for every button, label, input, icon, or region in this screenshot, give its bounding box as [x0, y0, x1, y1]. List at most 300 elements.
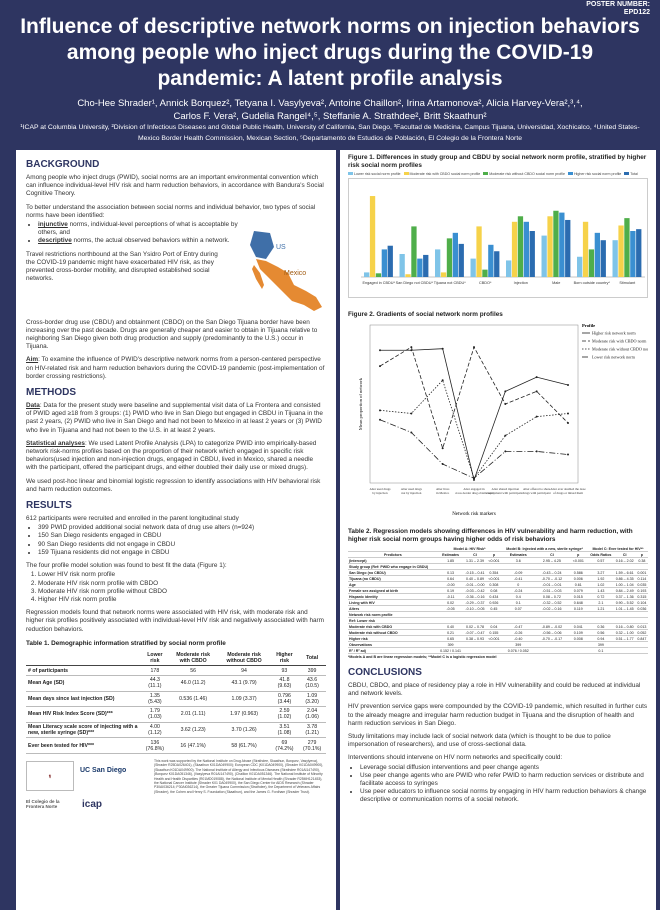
fig2-legend-label: Higher risk network norm: [592, 330, 636, 336]
table-cell: Mean days since last injection (SD): [26, 691, 141, 707]
t1-col-header: [26, 651, 141, 666]
table-cell: 0.86 – 4.35: [614, 576, 636, 582]
fig2-series-line: [380, 347, 568, 448]
table-cell: 2.1: [588, 600, 614, 606]
footer-logos: [26, 759, 326, 829]
fig1-bar: [482, 270, 487, 277]
fig1-x-tick-label: CBDO*: [479, 281, 492, 285]
table-cell: 1.59 – 6.61: [614, 570, 636, 576]
fig1-x-tick-label: Stimulant: [619, 281, 636, 285]
stats-label: Statistical analyses: [26, 439, 85, 447]
table-cell: [535, 648, 568, 654]
table-cell: -0.70 – -0.12: [535, 576, 568, 582]
fig2-chart: [348, 319, 648, 519]
fig2-x-axis-label: Network risk markers: [452, 512, 496, 517]
table-cell: [487, 648, 501, 654]
fig1-x-tick-label: Injection: [513, 281, 528, 285]
data-label: Data: [26, 402, 40, 410]
table-cell: 41.8 (9.63): [271, 675, 299, 691]
table-cell: [636, 648, 648, 654]
table-cell: 3.6: [501, 558, 535, 564]
table-cell: 0.40: [438, 624, 463, 630]
fig1-bar: [524, 222, 529, 277]
fig2-point: [410, 431, 412, 433]
fig1-bar: [542, 236, 547, 277]
table-cell: 279 (70.1%): [298, 738, 326, 754]
fig2-point: [410, 346, 412, 348]
fig1-bar: [630, 231, 635, 277]
table-cell: 0.61: [569, 582, 588, 588]
table-cell: 0.586: [569, 570, 588, 576]
profile-item: 4. Higher HIV risk norm profile: [38, 596, 326, 604]
methods-heading: METHODS: [26, 387, 76, 399]
fig1-x-tick-label: San Diego not CBDU*: [395, 281, 433, 285]
table-cell: (Intercept): [348, 558, 438, 564]
table-cell: 69 (74.2%): [271, 738, 299, 754]
table-cell: 399: [588, 642, 614, 648]
table-cell: -0.01 – 0.01: [535, 582, 568, 588]
fig2-series-line: [380, 349, 568, 480]
table-cell: 0.02 – 0.78: [463, 624, 486, 630]
fig1-bar: [370, 196, 375, 277]
fig2-x-tick-label: Alter used drugs not by injection: [400, 487, 422, 495]
fig2-point: [473, 346, 475, 348]
table-cell: 56: [169, 666, 218, 676]
fig2-point: [567, 412, 569, 414]
table-cell: 0.308: [487, 582, 501, 588]
results-p1: 612 participants were recruited and enrolled in the parent longitudinal study: [26, 515, 239, 523]
fig2-x-tick-label: Alter shared injection equipment with participant: [488, 487, 523, 495]
results-p2: The four profile model solution was found to best fit the data (Figure 1):: [26, 562, 227, 570]
table-cell: -0.70 – -0.17: [535, 636, 568, 642]
table-cell: 3.27: [588, 570, 614, 576]
table-cell: 0.041: [569, 624, 588, 630]
table-cell: 0.37 – 1.36: [614, 594, 636, 600]
fig1-chart: [348, 178, 648, 298]
table-cell: 3.51 (1.08): [271, 722, 299, 738]
table-cell: 0.076 / 0.052: [501, 648, 535, 654]
table-cell: 3.62 (1.23): [169, 722, 218, 738]
table-row: [26, 691, 326, 707]
fig1-bar: [565, 220, 570, 277]
table-cell: 46.0 (11.2): [169, 675, 218, 691]
fig2-point: [504, 390, 506, 392]
table-cell: 0.434: [487, 594, 501, 600]
fig1-bar: [624, 218, 629, 277]
table-cell: 0.40 – 0.89: [463, 576, 486, 582]
table2-footnote: *Models A and B are linear regression models; **Model C is a logistic regression model: [348, 655, 497, 659]
table-cell: 0.38 – 0.93: [463, 636, 486, 642]
injunctive-term: injunctive: [38, 221, 68, 229]
table-cell: -0.89 – -0.02: [535, 624, 568, 630]
fig2-point: [504, 403, 506, 405]
fig2-point: [442, 447, 444, 449]
t2-model-a: Model A: HIV Risk*: [438, 546, 501, 552]
table-cell: 0.104: [637, 600, 647, 605]
table-cell: 0.001: [637, 570, 647, 575]
ucsd-logo: UC San Diego: [80, 766, 127, 774]
descriptive-def: norms, the actual observed behaviors within a network.: [71, 237, 230, 245]
descriptive-term: descriptive: [38, 237, 72, 245]
t2-col-header: Predictors: [348, 552, 438, 558]
fig2-point: [379, 409, 381, 411]
results-bullet: • 399 PWID provided additional social network data of drug use alters (n=924): [38, 524, 326, 532]
table-cell: -0.47: [501, 624, 535, 630]
t2-col-header: CI: [463, 552, 486, 558]
table-cell: -0.02 – 0.16: [535, 606, 568, 612]
t1-col-header: Moderate risk with CBDO: [169, 651, 218, 666]
fig1-legend-item: Total: [624, 172, 638, 176]
table-cell: 0.008: [569, 636, 588, 642]
table-cell: Mean HIV Risk Index Score (SD)***: [26, 707, 141, 723]
table-cell: -0.03 – 0.42: [463, 588, 486, 594]
table-cell: -0.01 – 0.00: [463, 582, 486, 588]
table-cell: 16 (47.1%): [169, 738, 218, 754]
table-cell: <0.001: [569, 558, 588, 564]
table2-title: Table 2. Regression models showing differences in HIV vulnerability and harm reduction, with higher risk social norm groups having higher odds of risk behaviors: [348, 528, 633, 543]
conclusions-heading: CONCLUSIONS: [348, 667, 422, 678]
table-cell: 0.796 (3.44): [271, 691, 299, 707]
table-cell: 1.01 – 1.45: [614, 606, 636, 612]
fig1-x-tick-label: Tijuana not CBDU*: [433, 281, 466, 285]
fig1-bar: [518, 216, 523, 277]
table-cell: 1.09 (3.37): [217, 691, 270, 707]
fig2-point: [536, 450, 538, 452]
fig2-x-tick-label: Alter lives in Mexico: [435, 487, 450, 495]
table-cell: 1.21: [588, 606, 614, 612]
fig2-x-tick-label: Alter used drugs by injection: [369, 487, 391, 495]
methods-data: [26, 402, 326, 435]
table2: [348, 546, 648, 654]
table-cell: 58 (61.7%): [217, 738, 270, 754]
fig1-bar: [411, 226, 416, 277]
aim-paragraph: [26, 356, 326, 381]
table-cell: 0.38: [636, 558, 648, 564]
table-cell: -0.56 – 0.06: [535, 630, 568, 636]
fig1-legend-item: Higher risk social norm profile: [568, 172, 621, 176]
fig1-bar: [577, 257, 582, 277]
fig2-point: [567, 384, 569, 386]
table-cell: 0.052: [637, 630, 647, 635]
table-row: [26, 738, 326, 754]
fig1-bar: [512, 222, 517, 277]
t2-col-header: p: [636, 552, 648, 558]
fig1-bar: [530, 231, 535, 277]
t2-col-header: Odds Ratios: [588, 552, 614, 558]
table-cell: 1.02: [588, 582, 614, 588]
table-cell: 0.21: [438, 630, 463, 636]
table-cell: 0.45: [487, 606, 501, 612]
results-bullet: • 90 San Diego residents did not engage in CBDU: [38, 541, 326, 549]
table-cell: 0.648: [569, 600, 588, 606]
table-cell: 1.43: [588, 588, 614, 594]
fig1-bar: [553, 211, 558, 277]
table-cell: 0.013: [637, 624, 647, 629]
table-cell: -0.09: [501, 570, 535, 576]
table-cell: 0.315: [637, 594, 647, 599]
table-cell: 178: [141, 666, 169, 676]
table-cell: Higher risk: [348, 636, 438, 642]
t1-col-header: Total: [298, 651, 326, 666]
table-cell: 0.119: [569, 606, 588, 612]
table-cell: 2.01 (1.11): [169, 707, 218, 723]
table-cell: 0.36: [588, 624, 614, 630]
table-cell: <0.001: [488, 636, 500, 641]
background-p2: To better understand the association between social norms and individual behavior, two types of social norms have been identified:: [26, 203, 316, 219]
results-heading: RESULTS: [26, 500, 72, 512]
poster: [8, 0, 660, 910]
table-cell: Mean Age (SD): [26, 675, 141, 691]
table-cell: 0.015: [569, 594, 588, 600]
t1-col-header: Higher risk: [271, 651, 299, 666]
results-bullet: • 159 Tijuana residents did not engage in CBDU: [38, 549, 326, 557]
background-heading: BACKGROUND: [26, 159, 100, 170]
table-cell: 0.1: [588, 648, 614, 654]
table-cell: Hispanic identity: [348, 594, 438, 600]
table-cell: Alters: [348, 606, 438, 612]
table-cell: 0.64: [438, 576, 463, 582]
table-cell: -0.00: [438, 582, 463, 588]
fig2-point: [536, 390, 538, 392]
norm-injunctive: [38, 221, 246, 237]
fig1-bar: [441, 272, 446, 277]
stats-text: : We used Latent Profile Analysis (LPA) to categorize PWID into empirically-based network risk-norms profiles based on the proportion of their network which engaged in specific risk behaviors(used injection and non-injection drugs, engaged in CBDU, lived in Mexico, shared a needle with the participant, offered the participant drugs, and either doubled their daily use or mixed drugs).: [26, 439, 317, 472]
fig1-bar: [476, 226, 481, 277]
t2-col-header: Estimates: [501, 552, 535, 558]
table-cell: [463, 648, 486, 654]
background-p4: Cross-border drug use (CBDU) and obtainment (CBDO) on the San Diego Tijuana border have been increasing over the past decade. Drugs are generally cheaper and easier to obtain in Tijuana relative to neighboring San Diego given both drug production and supply (predominantly to the U.S.) occur in Tijuana.: [26, 318, 318, 351]
table-cell: Moderate risk with CBDO: [348, 624, 438, 630]
table-cell: Moderate risk without CBDO: [348, 630, 438, 636]
table-cell: 0.57: [588, 558, 614, 564]
table-cell: 1.92: [588, 576, 614, 582]
table-cell: <0.001: [488, 558, 500, 563]
us-mexico-map: [236, 225, 331, 325]
table-cell: 0.536 (1.46): [169, 691, 218, 707]
fig1-bar: [453, 233, 458, 277]
table-cell: 0.926: [487, 600, 501, 606]
fig1-bar: [589, 249, 594, 277]
fig2-plot-frame: [370, 325, 578, 483]
poster-number-value: EPD122: [623, 9, 650, 16]
t2-model-c: Model C: Ever tested for HIV**: [588, 546, 648, 552]
fig2-point: [379, 419, 381, 421]
table-cell: 399: [501, 642, 535, 648]
table-cell: 0.04: [487, 624, 501, 630]
table-cell: 0.07: [501, 606, 535, 612]
table-cell: 0.114: [637, 576, 647, 581]
fig2-point: [379, 365, 381, 367]
table-cell: Network risk norm profile: [348, 612, 438, 618]
fig2-point: [504, 450, 506, 452]
fig1-bar: [388, 246, 393, 277]
table-cell: 3.70 (1.26): [217, 722, 270, 738]
affiliations: ¹ICAP at Columbia University, ²Division of Infectious Diseases and Global Public Health, University of California, San Diego, ³Facultad de Medicina, Campus Tijuana, Universidad, Xochicalco, ⁴United States-Mexico Border Health Commission, Mexican Section, ⁵Departamento de Estudios de Población, El Colegio de la Frontera Norte: [20, 124, 640, 142]
fig1-x-tick-label: Engaged in CBDU*: [362, 281, 396, 285]
table-cell: 0.1: [501, 600, 535, 606]
conclusion-bullet: • Leverage social diffusion interventions and peer change agents: [360, 764, 648, 772]
table-cell: 1.97 (0.963): [217, 707, 270, 723]
fig2-point: [410, 412, 412, 414]
fig2-point: [442, 379, 444, 381]
seal-logo: ⚕: [26, 761, 74, 791]
table-cell: -0.11: [438, 594, 463, 600]
fig1-bar: [447, 238, 452, 277]
fig2-point: [567, 422, 569, 424]
fig2-x-tick-label: Alter ever doubled the dose of drugs or mixed them: [550, 487, 586, 495]
fig1-bar: [559, 213, 564, 277]
map-label-us: US: [276, 243, 286, 251]
fig1-bar: [494, 251, 499, 277]
authors-line-2: Carlos F. Vera², Gudelia Rangel⁴,⁵, Steffanie A. Strathdee², Britt Skaathun²: [173, 111, 487, 122]
table-cell: 0.16 – 2.02: [614, 558, 636, 564]
table-cell: 0.08 – 0.72: [535, 594, 568, 600]
fig2-legend-title: Profile: [582, 323, 596, 328]
table-cell: 93: [271, 666, 299, 676]
fig1-bar: [405, 274, 410, 277]
fig1-bar: [613, 240, 618, 277]
t2-col-header: p: [487, 552, 501, 558]
results-p3: Regression models found that network norms were associated with HIV risk, with moderate risk and higher risk profiles positively associated with individual-level HIV risk and negatively associated with harm reduction behaviors.: [26, 609, 325, 633]
table-cell: R² / R² adj: [348, 648, 438, 654]
table-cell: -0.51 – 0.03: [535, 588, 568, 594]
fig1-bar: [583, 222, 588, 277]
fig1-bar: [595, 233, 600, 277]
norm-descriptive: [38, 237, 246, 245]
fig1-bar: [601, 240, 606, 277]
table-cell: 0.354: [487, 570, 501, 576]
table-cell: 43.1 (9.79): [217, 675, 270, 691]
fig1-bar: [506, 260, 511, 277]
table-cell: 0.90 – 5.52: [614, 600, 636, 606]
methods-p3: We used post-hoc linear and binomial logistic regression to identify associations with HIV behavioral risk and harm reduction outcomes.: [26, 477, 321, 493]
t2-col-header: Estimates: [438, 552, 463, 558]
profile-item: 2. Moderate HIV risk norm profile with CBDO: [38, 580, 326, 588]
table-cell: -0.15 – 0.41: [463, 570, 486, 576]
table-row: [26, 707, 326, 723]
fig1-bar: [459, 244, 464, 277]
fig1-bar: [382, 249, 387, 277]
table-cell: -0.36 – 0.16: [463, 594, 486, 600]
authors: [20, 97, 640, 123]
table-cell: Tijuana (no CBDU): [348, 576, 438, 582]
fig2-point: [536, 376, 538, 378]
fig1-bar: [376, 273, 381, 277]
table-cell: [614, 648, 636, 654]
table-cell: 1.09 (3.20): [298, 691, 326, 707]
fig1-bar: [417, 259, 422, 277]
table-cell: 1.79 (1.03): [141, 707, 169, 723]
fig1-bar: [423, 255, 428, 277]
fig1-legend-item: Lower risk social norm profile: [348, 172, 401, 176]
table-cell: 0.13: [438, 570, 463, 576]
table-row: [26, 722, 326, 738]
table-cell: 0.155: [487, 630, 501, 636]
table-cell: 0.152 / 0.141: [438, 648, 463, 654]
fig1-x-tick-label: Born outside country*: [573, 281, 610, 285]
table-cell: 0.19: [438, 588, 463, 594]
table-cell: 136 (76.8%): [141, 738, 169, 754]
fig2-point: [442, 463, 444, 465]
fig1-bar: [547, 216, 552, 277]
table-cell: 0.56: [588, 630, 614, 636]
table-cell: 0.72: [588, 594, 614, 600]
table-cell: 0.006: [569, 576, 588, 582]
table-cell: # of participants: [26, 666, 141, 676]
t2-model-b: Model B: Injected with a new, sterile syringe*: [501, 546, 588, 552]
fig2-point: [473, 477, 475, 479]
fig2-legend-label: Moderate risk without CBDO norm: [592, 346, 648, 352]
t1-col-header: Moderate risk without CBDO: [217, 651, 270, 666]
t2-col-header: CI: [614, 552, 636, 558]
table-cell: 0.32 – 1.00: [614, 630, 636, 636]
table-row: [26, 666, 326, 676]
profile-item: 3. Moderate HIV risk norm profile without CBDO: [38, 588, 326, 596]
background-p1: Among people who inject drugs (PWID), social norms are an important environmental convention which can influence individual-level HIV risk and harm reduction behaviors, in accordance with Bandura's Social Cognitive Theory.: [26, 174, 324, 198]
fig2-title: Figure 2. Gradients of social network norm profiles: [348, 311, 503, 318]
poster-number-label: POSTER NUMBER:: [586, 1, 650, 8]
fig1-legend-item: Moderate risk without CBDO social norm profile: [483, 172, 565, 176]
table-cell: 1.00 – 1.04: [614, 582, 636, 588]
funding-text: This work was supported by the National Institute on Drug Abuse (Strathdee, Skaathun, Borquez, Vasylyeva), (Shrader R25DA026401), (Skaathun K01DA049900); European CDC (K01DA049900), (Shrader K01DA049900), (Skaathun K01DA049900). The National Institute of Allergy and Infectious Diseases (Strathdee R01AI147490), (Borquez K01DA051346), (Vasylyeva R01AI147490), (Chaillon K01DA051346). The National Institute of Minority Health and Health Disparities (R01MD019088), the National Institute of Mental Health (Shrader R25MH121453), the National Cancer Institute (Shrader K01 DA049900), the San Diego Center for AIDS Research (Shrader P30AI036214; P30AI036214), the Greater Tijuana Commission (Strathdee), the Department of Veterans Affairs (Shrader), the Cohen and Henry S. Foundation (Skaathun), and the James G. Fordham (Shrader Trust).: [154, 758, 324, 794]
table-cell: Female sex assigned at birth: [348, 588, 438, 594]
data-text: : Data for the present study were baseline and supplemental visit data of La Frontera and consisted of PWID aged ≥18 from 3 groups: (1) PWID who live in San Diego but engaged in CBDU in Tijuana in the past 2 years, (2) PWID who live in San Diego and had not been to Mexico in at least 2 years or (3) PWID who live in Tijuana and had not been to the U.S. in at least 2 years.: [26, 402, 323, 434]
table-cell: 0.847: [637, 636, 647, 641]
table-cell: 399: [438, 642, 463, 648]
fig2-x-tick-label: Alter engaged in cross-border drug obtainment: [455, 487, 493, 495]
conclusions-p3: Study limitations may include lack of social network data (which is thought to be due to police impersonation of researchers), and use of cross-sectional data.: [348, 733, 611, 749]
table-cell: 43.6 (10.5): [298, 675, 326, 691]
table-cell: -0.07 – 0.47: [463, 630, 486, 636]
fig2-series-line: [380, 420, 568, 478]
fig1-bar: [471, 259, 476, 277]
conclusion-bullet: • Use peer change agents who are PWID who refer PWID to harm reduction services or distribute and facilitate access to syringes: [360, 772, 648, 788]
fig2-point: [379, 349, 381, 351]
conclusions-p1: CBDU, CBDO, and place of residency play a role in HIV vulnerability and could be reduced at individual and network levels.: [348, 682, 641, 698]
fig1-legend-item: Moderate risk with CBDO social norm profile: [404, 172, 481, 176]
table-cell: 1.31 – 2.39: [463, 558, 486, 564]
table-cell: 1.85: [438, 558, 463, 564]
fig1-bar: [435, 249, 440, 277]
table-cell: <0.001: [488, 576, 500, 581]
right-column: [340, 150, 656, 910]
table-cell: 0.079: [569, 588, 588, 594]
table-cell: -0.43 – 0.24: [535, 570, 568, 576]
table-cell: 0.08: [487, 588, 501, 594]
t1-col-header: Lower risk: [141, 651, 169, 666]
table-cell: -0.26: [501, 630, 535, 636]
t2-col-header: CI: [535, 552, 568, 558]
table-cell: 0.65: [438, 636, 463, 642]
authors-line-1: Cho-Hee Shrader¹, Annick Borquez², Tetyana I. Vasylyeva², Antoine Chaillon², Irina Artamonova², Alicia Harvey-Vera²,³,⁴,: [77, 98, 583, 109]
fig2-legend-label: Moderate risk with CBDO norm: [592, 338, 647, 344]
table-cell: 0.036: [637, 606, 647, 611]
aim-label: Aim: [26, 356, 39, 364]
table-cell: Age: [348, 582, 438, 588]
table-cell: Mean Literacy scale score of injecting with a new, sterile syringe (SD)***: [26, 722, 141, 738]
table-cell: 44.3 (11.1): [141, 675, 169, 691]
table-cell: Observations: [348, 642, 438, 648]
fig1-x-tick-label: Male: [552, 281, 561, 285]
table-cell: 2.59 (1.02): [271, 707, 299, 723]
colef-logo: El Colegio de la Frontera Norte: [26, 798, 60, 809]
fig1-legend: [348, 172, 648, 176]
conclusion-bullet: • Use peer educators to influence social norms by engaging in HIV harm reduction behaviors & change descriptive or communication norms of a social network.: [360, 788, 648, 804]
table-cell: San Diego (no CBDU): [348, 570, 438, 576]
table-cell: -0.29 – 0.37: [463, 600, 486, 606]
conclusions-p4: Interventions should intervene on HIV norm networks and specifically could:: [348, 754, 563, 762]
table-cell: 0.035: [637, 582, 647, 587]
